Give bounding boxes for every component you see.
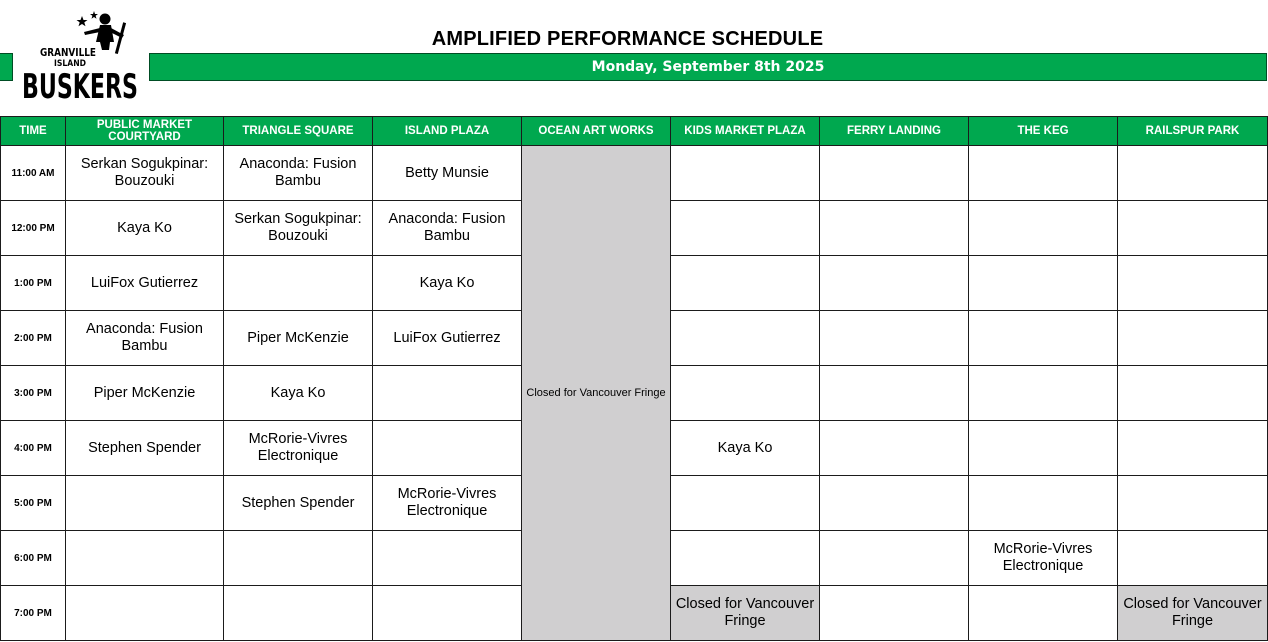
schedule-cell: Betty Munsie <box>373 146 522 201</box>
schedule-cell <box>671 201 820 256</box>
schedule-cell <box>671 531 820 586</box>
time-cell: 12:00 PM <box>1 201 66 256</box>
schedule-cell <box>373 586 522 641</box>
schedule-cell <box>373 366 522 421</box>
schedule-cell <box>373 531 522 586</box>
schedule-cell <box>820 201 969 256</box>
schedule-cell <box>66 531 224 586</box>
column-header-railspur-park: RAILSPUR PARK <box>1118 117 1268 146</box>
busker-logo-icon <box>14 10 144 107</box>
schedule-cell <box>969 201 1118 256</box>
time-cell: 3:00 PM <box>1 366 66 421</box>
schedule-cell <box>969 421 1118 476</box>
logo-line-3: BUSKERS <box>22 67 138 107</box>
schedule-cell <box>820 256 969 311</box>
schedule-cell: LuiFox Gutierrez <box>373 311 522 366</box>
logo-line-1: GRANVILLE <box>40 46 96 59</box>
schedule-cell: Anaconda: Fusion Bambu <box>373 201 522 256</box>
schedule-cell <box>969 476 1118 531</box>
column-header-island-plaza: ISLAND PLAZA <box>373 117 522 146</box>
table-row <box>1 146 1268 201</box>
ocean-art-works-closed-cell: Closed for Vancouver Fringe <box>522 146 671 641</box>
schedule-cell <box>820 311 969 366</box>
schedule-cell: LuiFox Gutierrez <box>66 256 224 311</box>
time-cell: 5:00 PM <box>1 476 66 531</box>
schedule-cell: Stephen Spender <box>66 421 224 476</box>
schedule-cell: Kaya Ko <box>671 421 820 476</box>
time-cell: 1:00 PM <box>1 256 66 311</box>
schedule-cell <box>1118 201 1268 256</box>
schedule-cell: Kaya Ko <box>373 256 522 311</box>
page-title: AMPLIFIED PERFORMANCE SCHEDULE <box>431 28 824 50</box>
schedule-cell: Kaya Ko <box>66 201 224 256</box>
schedule-cell: Serkan Sogukpinar: Bouzouki <box>66 146 224 201</box>
date-banner: Monday, September 8th 2025 <box>149 53 1267 81</box>
schedule-cell: Anaconda: Fusion Bambu <box>66 311 224 366</box>
schedule-cell <box>820 146 969 201</box>
time-cell: 6:00 PM <box>1 531 66 586</box>
column-header-time: TIME <box>1 117 66 146</box>
schedule-cell <box>1118 531 1268 586</box>
time-cell: 2:00 PM <box>1 311 66 366</box>
schedule-cell: Piper McKenzie <box>66 366 224 421</box>
header-row <box>1 117 1268 146</box>
schedule-cell <box>671 256 820 311</box>
schedule-cell <box>820 531 969 586</box>
schedule-cell <box>671 146 820 201</box>
schedule-cell <box>1118 256 1268 311</box>
column-header-ocean-art-works: OCEAN ART WORKS <box>522 117 671 146</box>
column-header-public-market-courtyard: PUBLIC MARKET COURTYARD <box>66 117 224 146</box>
schedule-cell: Anaconda: Fusion Bambu <box>224 146 373 201</box>
schedule-cell <box>671 366 820 421</box>
schedule-cell <box>820 366 969 421</box>
time-cell: 7:00 PM <box>1 586 66 641</box>
schedule-cell: McRorie-Vivres Electronique <box>224 421 373 476</box>
schedule-cell <box>1118 146 1268 201</box>
schedule-cell: McRorie-Vivres Electronique <box>373 476 522 531</box>
column-header-the-keg: THE KEG <box>969 117 1118 146</box>
schedule-cell <box>969 256 1118 311</box>
schedule-cell <box>820 421 969 476</box>
schedule-cell: Closed for Vancouver Fringe <box>1118 586 1268 641</box>
schedule-cell <box>1118 421 1268 476</box>
schedule-cell <box>820 476 969 531</box>
column-header-kids-market-plaza: KIDS MARKET PLAZA <box>671 117 820 146</box>
schedule-cell <box>224 531 373 586</box>
header-bar-left <box>0 53 13 81</box>
schedule-cell: Closed for Vancouver Fringe <box>671 586 820 641</box>
schedule-cell <box>969 146 1118 201</box>
schedule-cell <box>969 366 1118 421</box>
schedule-cell <box>66 476 224 531</box>
schedule-cell <box>1118 476 1268 531</box>
column-header-triangle-square: TRIANGLE SQUARE <box>224 117 373 146</box>
time-cell: 4:00 PM <box>1 421 66 476</box>
schedule-cell <box>969 311 1118 366</box>
schedule-cell <box>224 256 373 311</box>
schedule-cell: Kaya Ko <box>224 366 373 421</box>
schedule-cell: Serkan Sogukpinar: Bouzouki <box>224 201 373 256</box>
schedule-cell: Stephen Spender <box>224 476 373 531</box>
column-header-ferry-landing: FERRY LANDING <box>820 117 969 146</box>
schedule-cell <box>1118 311 1268 366</box>
schedule-cell <box>820 586 969 641</box>
schedule-cell <box>671 311 820 366</box>
schedule-table <box>0 116 1268 641</box>
schedule-cell <box>1118 366 1268 421</box>
schedule-cell <box>66 586 224 641</box>
schedule-cell: McRorie-Vivres Electronique <box>969 531 1118 586</box>
time-cell: 11:00 AM <box>1 146 66 201</box>
schedule-cell <box>373 421 522 476</box>
schedule-cell: Piper McKenzie <box>224 311 373 366</box>
logo-line-2: ISLAND <box>54 59 86 69</box>
schedule-cell <box>969 586 1118 641</box>
granville-island-buskers-logo <box>14 10 144 107</box>
schedule-cell <box>671 476 820 531</box>
schedule-cell <box>224 586 373 641</box>
